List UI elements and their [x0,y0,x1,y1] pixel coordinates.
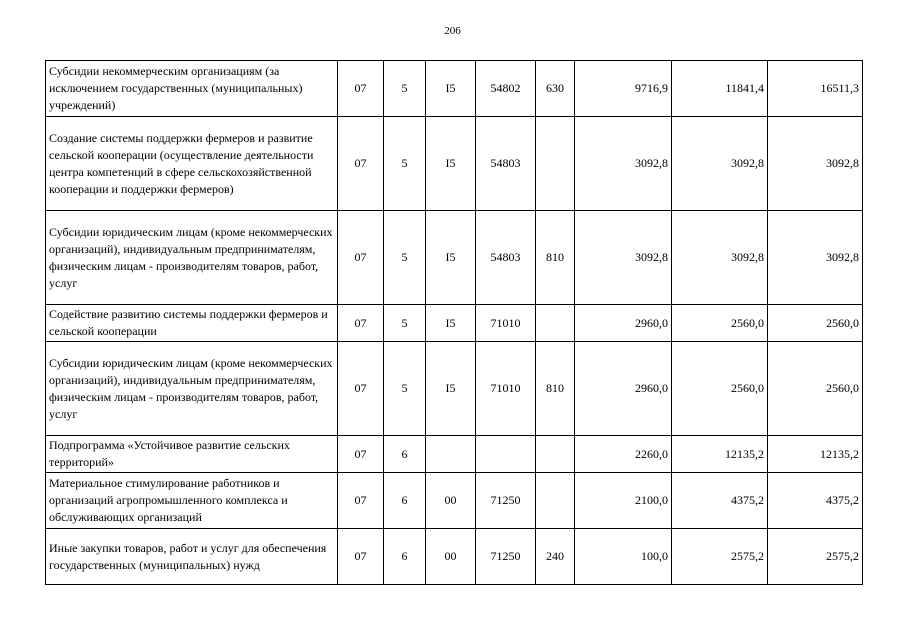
amount-year-2: 2560,0 [672,305,768,342]
target-code-part2: 71250 [476,473,536,529]
table-row [46,342,863,436]
subsection-code: 5 [384,342,426,436]
expense-type-code: 240 [536,529,575,585]
amount-year-1: 3092,8 [575,117,672,211]
amount-year-3: 2575,2 [768,529,863,585]
section-code: 07 [338,61,384,117]
section-code: 07 [338,342,384,436]
target-code-part2: 71010 [476,305,536,342]
table-row [46,529,863,585]
target-code-part1: I5 [426,211,476,305]
amount-year-1: 3092,8 [575,211,672,305]
amount-year-1: 2260,0 [575,436,672,473]
row-name: Иные закупки товаров, работ и услуг для обеспечения государственных (муниципальных) нужд [46,529,338,585]
expense-type-code [536,305,575,342]
amount-year-1: 9716,9 [575,61,672,117]
subsection-code: 5 [384,61,426,117]
section-code: 07 [338,473,384,529]
subsection-code: 5 [384,117,426,211]
target-code-part2: 54803 [476,117,536,211]
target-code-part2: 54803 [476,211,536,305]
amount-year-2: 4375,2 [672,473,768,529]
amount-year-1: 100,0 [575,529,672,585]
row-name: Создание системы поддержки фермеров и развитие сельской кооперации (осуществление деятельности центра компетенций в сфере сельскохозяйственной кооперации и поддержки фермеров) [46,117,338,211]
subsection-code: 5 [384,305,426,342]
target-code-part2: 71250 [476,529,536,585]
expense-type-code [536,473,575,529]
row-name: Субсидии юридическим лицам (кроме некоммерческих организаций), индивидуальным предпринимателям, физическим лицам - производителям товаров, работ, услуг [46,342,338,436]
amount-year-3: 2560,0 [768,305,863,342]
target-code-part2: 71010 [476,342,536,436]
target-code-part1: I5 [426,305,476,342]
amount-year-2: 12135,2 [672,436,768,473]
amount-year-3: 2560,0 [768,342,863,436]
amount-year-3: 3092,8 [768,211,863,305]
amount-year-2: 3092,8 [672,117,768,211]
section-code: 07 [338,211,384,305]
section-code: 07 [338,117,384,211]
subsection-code: 6 [384,436,426,473]
row-name: Субсидии юридическим лицам (кроме некоммерческих организаций), индивидуальным предпринимателям, физическим лицам - производителям товаров, работ, услуг [46,211,338,305]
target-code-part2 [476,436,536,473]
row-name: Субсидии некоммерческим организациям (за исключением государственных (муниципальных) учреждений) [46,61,338,117]
amount-year-2: 3092,8 [672,211,768,305]
amount-year-2: 2575,2 [672,529,768,585]
subsection-code: 6 [384,529,426,585]
amount-year-3: 4375,2 [768,473,863,529]
amount-year-3: 16511,3 [768,61,863,117]
budget-table [45,60,863,585]
section-code: 07 [338,436,384,473]
table-row [46,305,863,342]
expense-type-code: 810 [536,211,575,305]
amount-year-2: 2560,0 [672,342,768,436]
amount-year-2: 11841,4 [672,61,768,117]
row-name: Материальное стимулирование работников и организаций агропромышленного комплекса и обслуживающих организаций [46,473,338,529]
amount-year-1: 2100,0 [575,473,672,529]
amount-year-1: 2960,0 [575,342,672,436]
table-row [46,211,863,305]
target-code-part2: 54802 [476,61,536,117]
section-code: 07 [338,305,384,342]
row-name: Подпрограмма «Устойчивое развитие сельских территорий» [46,436,338,473]
expense-type-code [536,436,575,473]
target-code-part1: 00 [426,473,476,529]
amount-year-3: 3092,8 [768,117,863,211]
section-code: 07 [338,529,384,585]
page-number: 206 [444,25,461,37]
amount-year-3: 12135,2 [768,436,863,473]
subsection-code: 5 [384,211,426,305]
table-row [46,117,863,211]
table-row [46,61,863,117]
target-code-part1 [426,436,476,473]
target-code-part1: I5 [426,117,476,211]
expense-type-code [536,117,575,211]
expense-type-code: 630 [536,61,575,117]
table-row [46,436,863,473]
target-code-part1: I5 [426,342,476,436]
target-code-part1: I5 [426,61,476,117]
target-code-part1: 00 [426,529,476,585]
expense-type-code: 810 [536,342,575,436]
subsection-code: 6 [384,473,426,529]
row-name: Содействие развитию системы поддержки фермеров и сельской кооперации [46,305,338,342]
table-row [46,473,863,529]
amount-year-1: 2960,0 [575,305,672,342]
